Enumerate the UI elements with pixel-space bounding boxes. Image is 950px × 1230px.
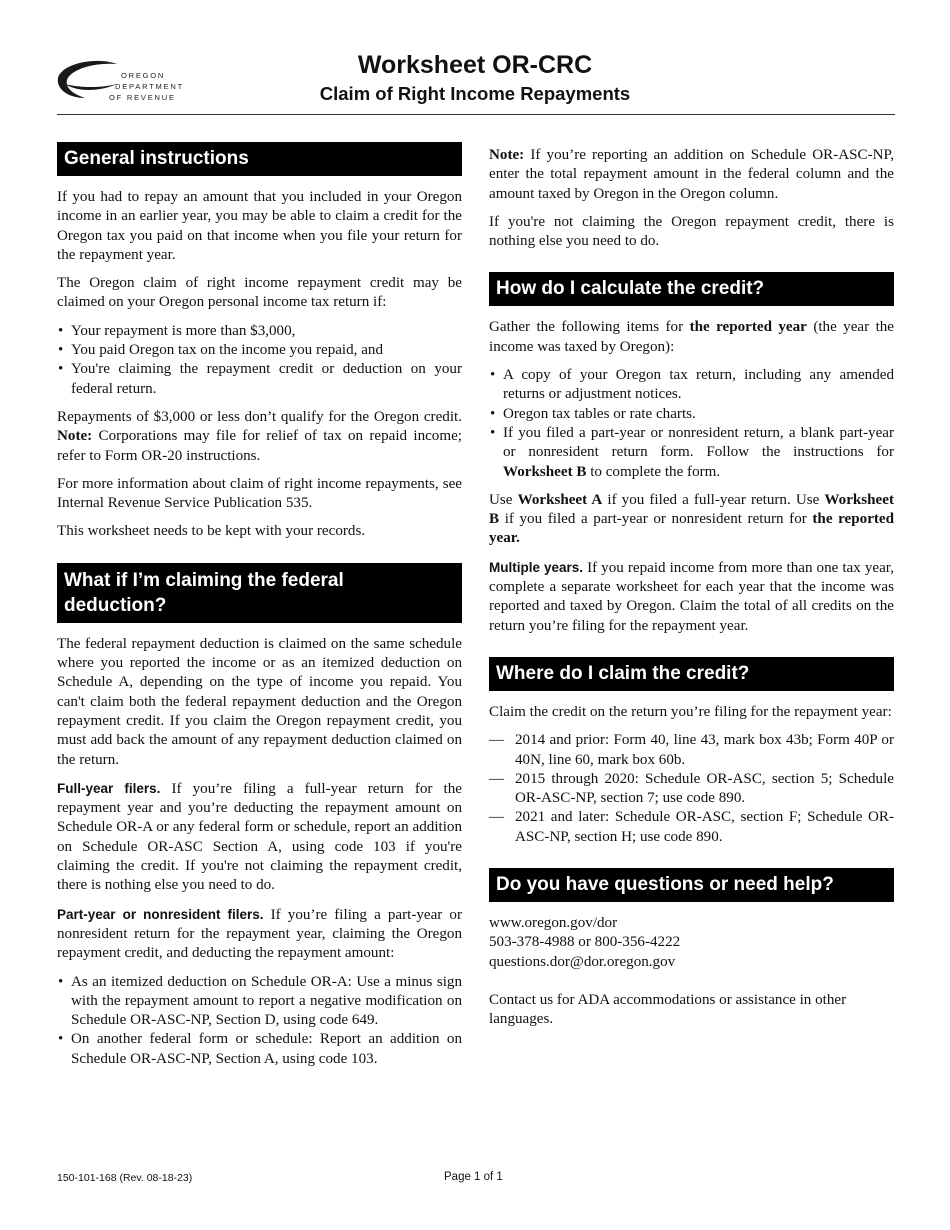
calculate-credit-heading: How do I calculate the credit? — [489, 272, 894, 306]
left-column — [57, 142, 462, 1078]
gather-text-b: (the year the income was taxed by Oregon): — [489, 319, 895, 355]
federal-paragraph-1: The federal repayment deduction is claimed on the same schedule where you reported the income or as an itemized deduction on Schedule A, depending on the type of income you repaid. You can't claim both the federal repayment deduction and the Oregon repayment credit. If you claim the Oregon repayment credit, you must add back the amount of any repayment deduction claimed on the return. — [57, 635, 462, 768]
reported-year-bold: the reported year. — [489, 511, 895, 547]
oregon-column-note — [489, 146, 894, 204]
note-label: Note: — [57, 428, 93, 445]
worksheet-b-bold: Worksheet B — [489, 491, 894, 528]
multiple-years-label: Multiple years. — [489, 559, 584, 575]
part-year-paragraph — [57, 905, 462, 964]
ws-text-a: Use — [489, 491, 513, 508]
list-item: • On another federal form or schedule: Report an addition on Schedule OR-ASC-NP, Section A, using code 103. — [57, 1030, 462, 1069]
not-claiming-paragraph: If you're not claiming the Oregon repayment credit, there is nothing else you need to do. — [489, 213, 894, 250]
p3-text-b: Corporations may file for relief of tax on repaid income; refer to Form OR-20 instructions. — [57, 428, 462, 464]
worksheet-choice-paragraph — [489, 491, 894, 549]
list-item: — 2021 and later: Schedule OR-ASC, section F; Schedule OR-ASC-NP, section H; use code 890. — [489, 808, 894, 847]
oregon-dor-logo — [55, 58, 190, 106]
form-number: 150-101-168 (Rev. 08-18-23) — [57, 1172, 193, 1184]
page-number: Page 1 of 1 — [444, 1171, 503, 1183]
phone-numbers: 503-378-4988 or 800-356-4222 — [489, 934, 681, 951]
list-item: • As an itemized deduction on Schedule OR-A: Use a minus sign with the repayment amount to report a negative modification on Schedule OR-ASC-NP, Section D, using code 649. — [57, 973, 462, 1031]
ada-paragraph: Contact us for ADA accommodations or assistance in other languages. — [489, 991, 847, 1028]
help-heading: Do you have questions or need help? — [489, 868, 894, 902]
p3-text-a: Repayments of $3,000 or less don’t qualify for the Oregon credit. — [57, 408, 462, 425]
part-year-label: Part-year or nonresident filers. — [57, 906, 264, 922]
general-instructions-heading: General instructions — [57, 142, 462, 176]
claim-paragraph: Claim the credit on the return you’re filing for the repayment year: — [489, 703, 892, 720]
reported-year-bold: the reported year — [689, 319, 807, 336]
full-year-paragraph — [57, 779, 462, 896]
full-year-label: Full-year filers. — [57, 780, 161, 796]
website-link[interactable]: www.oregon.gov/dor — [489, 915, 618, 932]
multiple-years-paragraph — [489, 558, 894, 636]
full-year-text: If you’re filing a full-year return for the repayment year and you’re deducting the repayment amount on Schedule OR-A or any federal form or schedule, report an addition on Schedule OR-ASC Section A, using code 103 if you're claiming the credit. If you're not claiming the repayment credit, there is nothing else you need to do. — [57, 780, 462, 894]
list-item: • Oregon tax tables or rate charts. — [489, 405, 894, 424]
note-text: If you’re reporting an addition on Schedule OR-ASC-NP, enter the total repayment amount in the federal column and the amount taxed by Oregon in the Oregon column. — [489, 147, 894, 202]
header-divider — [57, 114, 895, 115]
multiple-years-text: If you repaid income from more than one tax year, complete a separate worksheet for each year that the income was reported and taxed by Oregon. Claim the total of all credits on the return you’re filing for the repayment year. — [489, 559, 894, 634]
list-item: • You're claiming the repayment credit or deduction on your federal return. — [57, 360, 462, 399]
ws-text-b: if you filed a full-year return. Use — [607, 491, 820, 508]
list-item — [489, 424, 894, 482]
general-paragraph-4: For more information about claim of right income repayments, see Internal Revenue Service Publication 535. — [57, 475, 462, 512]
list-item: • You paid Oregon tax on the income you repaid, and — [57, 341, 462, 360]
eligibility-list — [57, 322, 462, 399]
part-year-text: If you’re filing a part-year or nonresident return for the repayment year, claiming the Oregon repayment credit, and deducting the repayment amount: — [57, 906, 463, 962]
title-block — [290, 50, 660, 106]
gather-list — [489, 366, 894, 482]
general-paragraph-1: If you had to repay an amount that you included in your Oregon income in an earlier year, you may be able to claim a credit for the Oregon tax you paid on that income when you file your return for the repayment year. — [57, 189, 462, 263]
bullet3-text-b: to complete the form. — [590, 463, 721, 480]
gather-paragraph — [489, 318, 894, 357]
claim-credit-heading: Where do I claim the credit? — [489, 657, 894, 691]
federal-deduction-heading — [57, 563, 462, 623]
page-subtitle: Claim of Right Income Repayments — [319, 83, 631, 104]
list-item: • Your repayment is more than $3,000, — [57, 322, 462, 341]
claim-years-list — [489, 731, 894, 847]
right-column — [489, 146, 894, 1030]
general-paragraph-5: This worksheet needs to be kept with your records. — [57, 523, 366, 540]
worksheet-a-bold: Worksheet A — [517, 491, 603, 508]
note-label: Note: — [489, 147, 525, 163]
part-year-list — [57, 973, 462, 1069]
page-title: Worksheet OR-CRC — [357, 51, 593, 79]
worksheet-b-bold: Worksheet B — [503, 463, 587, 480]
ws-text-c: if you filed a part-year or nonresident return for — [504, 511, 807, 528]
contact-info — [489, 914, 894, 1029]
general-paragraph-2: The Oregon claim of right income repayment credit may be claimed on your Oregon personal income tax return if: — [57, 275, 462, 311]
list-item: — 2015 through 2020: Schedule OR-ASC, section 5; Schedule OR-ASC-NP, section 7; use code 890. — [489, 770, 894, 809]
logo-text-line2: DEPARTMENT — [115, 82, 184, 91]
bullet3-text-a: If you filed a part-year or nonresident return, a blank part-year or nonresident return form. Follow the instructions for — [503, 424, 894, 461]
logo-text-line3: OF REVENUE — [109, 93, 176, 102]
logo-text-line1: OREGON — [121, 71, 166, 80]
list-item: • A copy of your Oregon tax return, including any amended returns or adjustment notices. — [489, 366, 894, 405]
gather-text-a: Gather the following items for — [489, 319, 684, 336]
heading-line-1: What if I’m claiming the federal — [64, 569, 344, 591]
list-item: — 2014 and prior: Form 40, line 43, mark box 43b; Form 40P or 40N, line 60, mark box 60b. — [489, 731, 894, 770]
heading-line-2: deduction? — [64, 594, 167, 616]
email-link[interactable]: questions.dor@dor.oregon.gov — [489, 953, 676, 970]
general-paragraph-3 — [57, 408, 462, 466]
